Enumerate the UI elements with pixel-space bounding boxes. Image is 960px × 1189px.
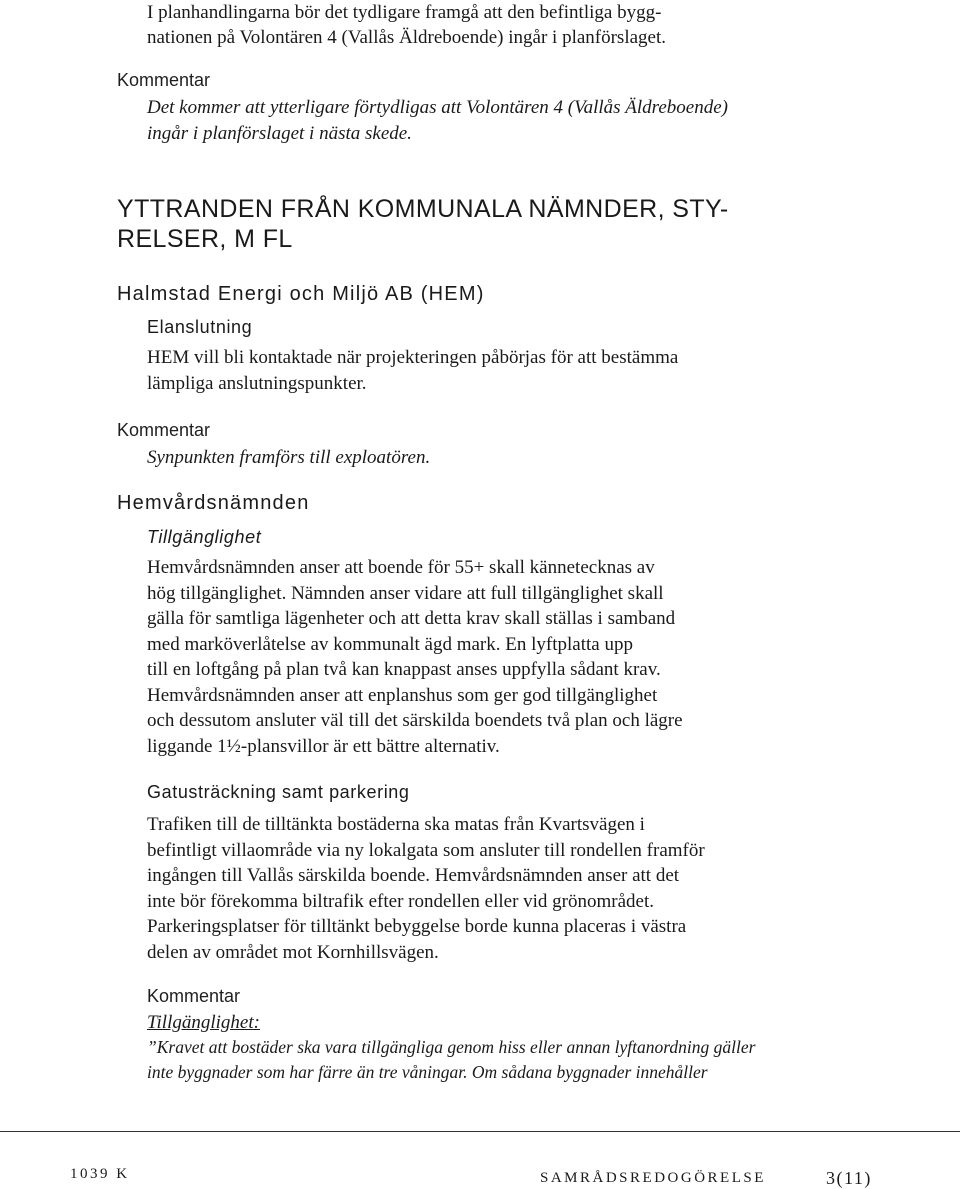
paragraph-line: Hemvårdsnämnden anser att enplanshus som ger god tillgänglighet: [147, 684, 658, 706]
hem-comment-text: Synpunkten framförs till exploatören.: [147, 447, 431, 468]
hemvard-comment-subheading: Tillgänglighet:: [147, 1012, 260, 1033]
paragraph-line: Parkeringsplatser för tilltänkt bebyggelse borde kunna placeras i västra: [147, 916, 687, 937]
footer-divider: [0, 1131, 960, 1132]
footer-page-number: 3(11): [826, 1168, 872, 1188]
hemvard-comment-line-2: inte byggnader som har färre än tre våningar. Om sådana byggnader innehåller: [147, 1062, 708, 1082]
hem-heading: Halmstad Energi och Miljö AB (HEM): [117, 283, 485, 305]
comment-label: Kommentar: [117, 70, 211, 90]
hemvard-paragraph-1: [147, 555, 732, 759]
paragraph-line: ingången till Vallås särskilda boende. Hemvårdsnämnden anser att det: [147, 865, 680, 886]
intro-line-2: nationen på Volontären 4 (Vallås Äldreboende) ingår i planförslaget.: [147, 27, 667, 48]
footer-document-title: SAMRÅDSREDOGÖRELSE: [540, 1170, 766, 1186]
paragraph-line: och dessutom ansluter väl till det särskilda boendets två plan och lägre: [147, 710, 683, 731]
paragraph-line: delen av området mot Kornhillsvägen.: [147, 941, 439, 963]
intro-line-1: I planhandlingarna bör det tydligare framgå att den befintliga bygg-: [147, 2, 662, 23]
comment-text-line-1: Det kommer att ytterligare förtydligas att Volontären 4 (Vallås Äldreboende): [147, 97, 728, 118]
paragraph-line: Hemvårdsnämnden anser att boende för 55+ skall kännetecknas av: [147, 557, 655, 578]
hemvard-comment-line-1: ”Kravet att bostäder ska vara tillgängliga genom hiss eller annan lyftanordning gäller: [147, 1037, 756, 1057]
paragraph-line: hög tillgänglighet. Nämnden anser vidare att full tillgänglighet skall: [147, 582, 664, 604]
section-title-line-1: YTTRANDEN FRÅN KOMMUNALA NÄMNDER, STY-: [117, 195, 729, 223]
hemvard-heading: Hemvårdsnämnden: [117, 492, 310, 514]
hem-subheading: Elanslutning: [147, 317, 253, 337]
paragraph-line: med marköverlåtelse av kommunalt ägd mark. En lyftplatta upp: [147, 633, 633, 655]
paragraph-line: Trafiken till de tilltänkta bostäderna ska matas från Kvartsvägen i: [147, 814, 645, 835]
hem-text-line-1: HEM vill bli kontaktade när projekteringen påbörjas för att bestämma: [147, 347, 679, 368]
hemvard-paragraph-2: [147, 812, 732, 965]
hemvard-subheading-gatustrackning: Gatusträckning samt parkering: [147, 782, 410, 802]
hemvard-comment-label: Kommentar: [147, 986, 241, 1006]
footer-document-number: 1039 K: [70, 1166, 130, 1182]
paragraph-line: befintligt villaområde via ny lokalgata som ansluter till rondellen framför: [147, 839, 705, 861]
comment-text-line-2: ingår i planförslaget i nästa skede.: [147, 123, 412, 144]
section-title-line-2: RELSER, M FL: [117, 225, 293, 253]
hem-text-line-2: lämpliga anslutningspunkter.: [147, 373, 367, 394]
paragraph-line: liggande 1½-plansvillor är ett bättre alternativ.: [147, 735, 500, 757]
hem-comment-label: Kommentar: [117, 420, 211, 440]
paragraph-line: gälla för samtliga lägenheter och att detta krav skall ställas i samband: [147, 608, 676, 629]
hemvard-subheading-tillganglighet: Tillgänglighet: [147, 527, 262, 547]
paragraph-line: till en loftgång på plan två kan knappast anses uppfylla sådant krav.: [147, 659, 661, 680]
paragraph-line: inte bör förekomma biltrafik efter rondellen eller vid grönområdet.: [147, 890, 655, 912]
